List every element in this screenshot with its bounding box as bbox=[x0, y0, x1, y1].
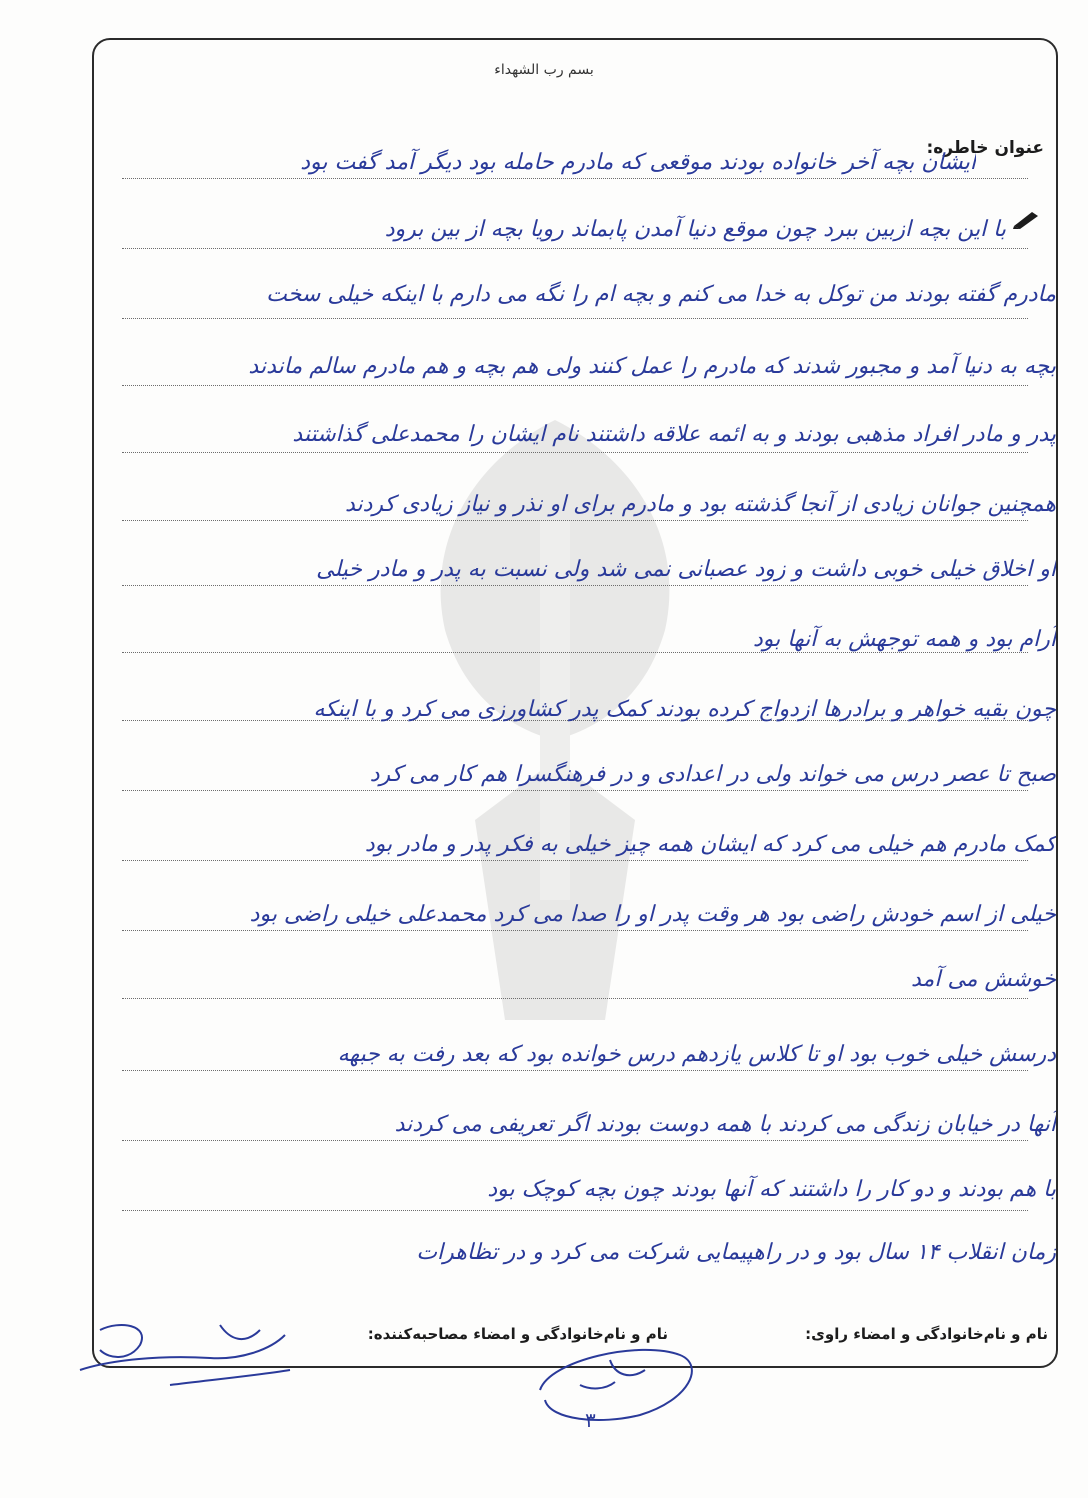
handwritten-line-3: مادرم گفته بودند من توکل به خدا می کنم و بچه ام را نگه می دارم با اینکه خیلی سخت bbox=[266, 282, 1056, 307]
handwritten-line-9: چون بقیه خواهر و برادرها ازدواج کرده بودند کمک پدر کشاورزی می کرد و با اینکه bbox=[313, 697, 1056, 722]
ruled-line bbox=[122, 860, 1028, 861]
handwritten-line-17: زمان انقلاب ۱۴ سال بود و در راهپیمایی شرکت می کرد و در تظاهرات bbox=[416, 1240, 1056, 1265]
handwritten-line-2: با این بچه ازبین ببرد چون موقع دنیا آمدن پابماند رویا بچه از بین برود bbox=[384, 217, 1006, 242]
ruled-line bbox=[122, 998, 1028, 999]
handwritten-line-11: کمک مادرم هم خیلی می کرد که ایشان همه چیز خیلی به فکر پدر و مادر بود bbox=[364, 832, 1056, 857]
handwritten-line-16: با هم بودند و دو کار را داشتند که آنها بودند چون بچه کوچک بود bbox=[487, 1177, 1056, 1202]
handwritten-line-10: صبح تا عصر درس می خواند ولی در اعدادی و در فرهنگسرا هم کار می کرد bbox=[369, 762, 1056, 787]
ruled-line bbox=[122, 520, 1028, 521]
ruled-line bbox=[122, 930, 1028, 931]
handwritten-line-5: پدر و مادر افراد مذهبی بودند و به ائمه علاقه داشتند نام ایشان را محمدعلی گذاشتند bbox=[292, 422, 1056, 447]
ruled-line bbox=[122, 452, 1028, 453]
handwritten-line-14: درسش خیلی خوب بود او تا کلاس یازدهم درس خوانده بود که بعد رفت به جبهه bbox=[337, 1042, 1056, 1067]
ruled-line bbox=[122, 1140, 1028, 1141]
ruled-line bbox=[122, 385, 1028, 386]
ruled-line bbox=[122, 178, 1028, 179]
ruled-line bbox=[122, 1070, 1028, 1071]
basmala-header: بسم رب الشهداء bbox=[494, 62, 594, 78]
interviewer-signature bbox=[520, 1330, 710, 1440]
ruled-line bbox=[122, 1210, 1028, 1211]
narrator-signature bbox=[70, 1300, 300, 1400]
narrator-signature-label: نام و نام‌خانوادگی و امضاء راوی: bbox=[805, 1325, 1048, 1343]
pen-writing-icon bbox=[1012, 208, 1042, 230]
handwritten-line-4: بچه به دنیا آمد و مجبور شدند که مادرم را عمل کنند ولی هم بچه و هم مادرم سالم ماندند bbox=[248, 354, 1056, 379]
handwritten-line-13: خوشش می آمد bbox=[911, 967, 1056, 992]
memoir-title-label: عنوان خاطره: bbox=[926, 138, 1044, 158]
ruled-line bbox=[122, 248, 1028, 249]
handwritten-line-1: ایشان بچه آخر خانواده بودند موقعی که مادرم حامله بود دیگر آمد گفت بود bbox=[300, 150, 976, 175]
interviewer-signature-label: نام و نام‌خانوادگی و امضاء مصاحبه‌کننده: bbox=[367, 1325, 668, 1343]
handwritten-line-6: همچنین جوانان زیادی از آنجا گذشته بود و مادرم برای او نذر و نیاز زیادی کردند bbox=[344, 492, 1056, 517]
ruled-line bbox=[122, 585, 1028, 586]
handwritten-line-12: خیلی از اسم خودش راضی بود هر وقت پدر او را صدا می کرد محمدعلی خیلی راضی بود bbox=[249, 902, 1056, 927]
handwritten-line-8: آرام بود و همه توجهش به آنها بود bbox=[752, 627, 1056, 652]
ruled-line bbox=[122, 318, 1028, 319]
handwritten-line-7: او اخلاق خیلی خوبی داشت و زود عصبانی نمی شد ولی نسبت به پدر و مادر خیلی bbox=[316, 557, 1056, 582]
ruled-line bbox=[122, 790, 1028, 791]
handwritten-line-15: آنها در خیابان زندگی می کردند با همه دوست بودند اگر تعریفی می کردند bbox=[394, 1112, 1056, 1137]
page-number: ۳ bbox=[585, 1408, 596, 1432]
